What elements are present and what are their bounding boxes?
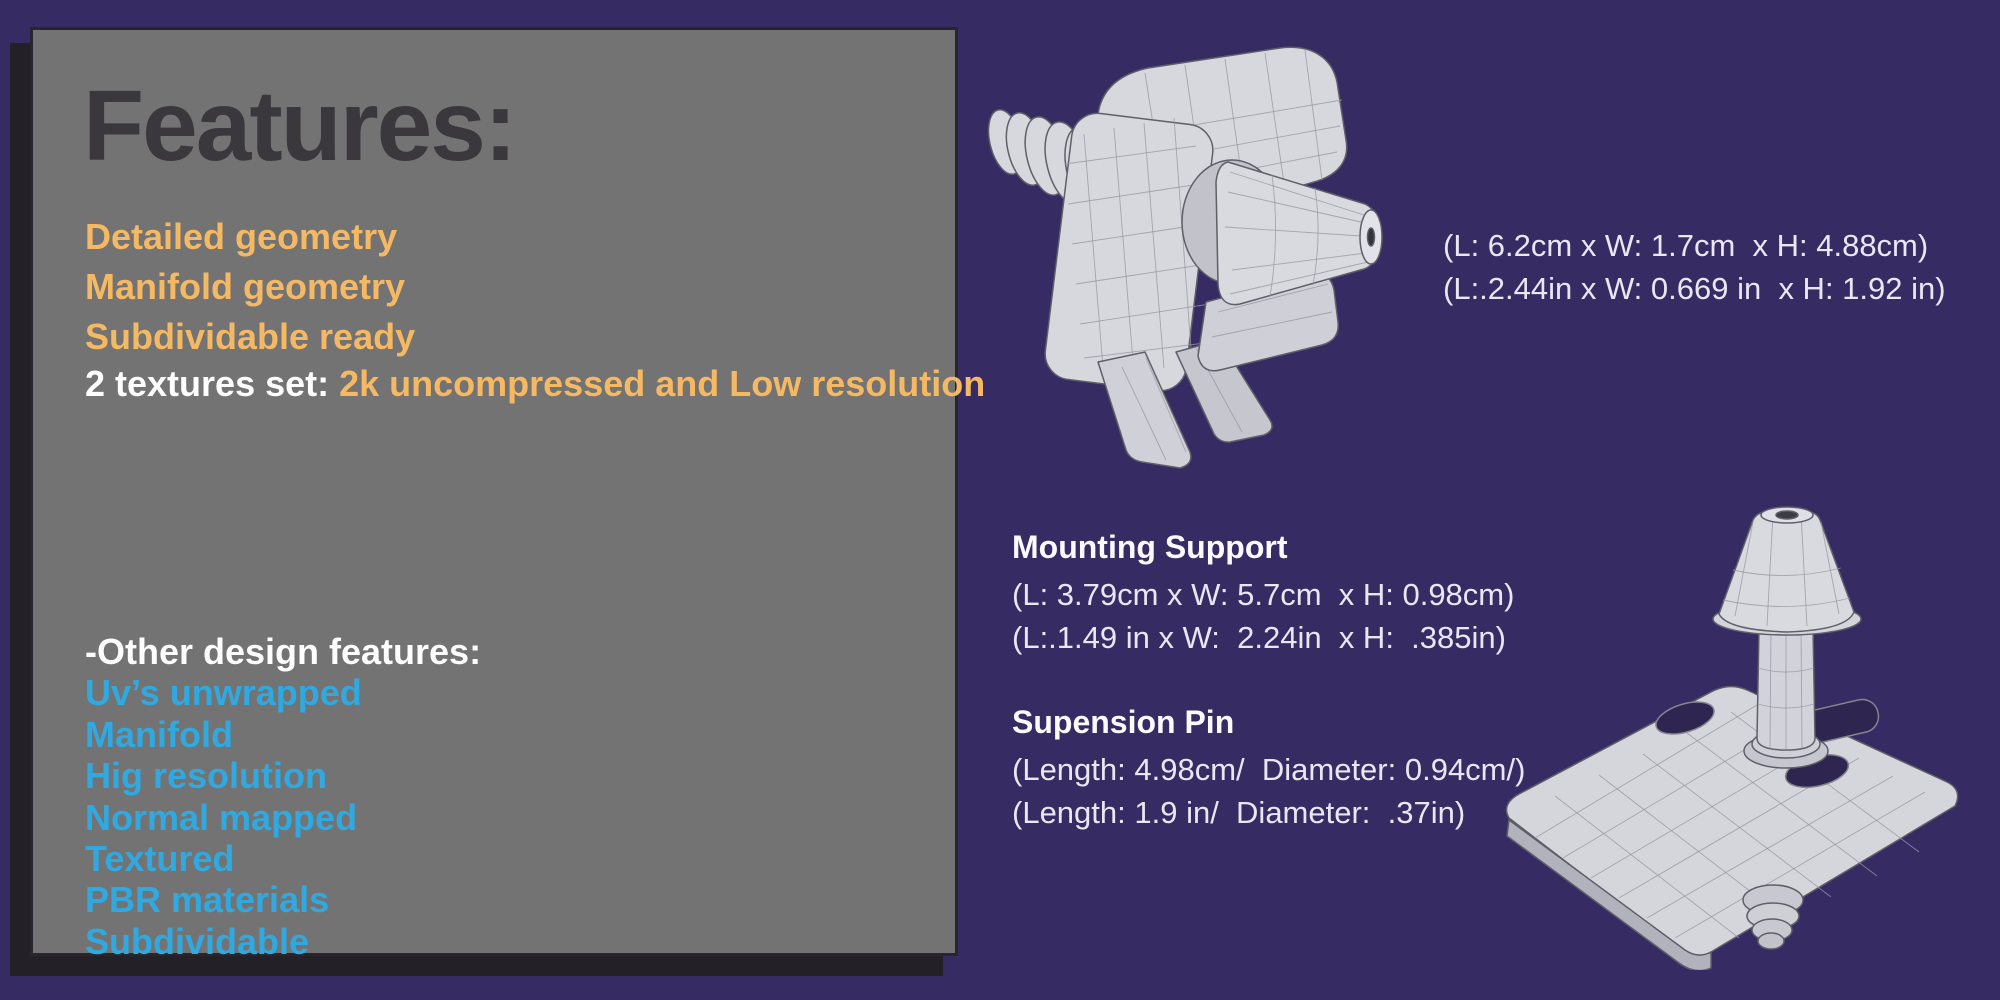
list-item: PBR materials <box>85 879 330 921</box>
pin-bottom-nub <box>1743 885 1803 949</box>
mounting-support-label <box>1012 529 1514 659</box>
pin-dims-in: (Length: 1.9 in/ Diameter: .37in) <box>1012 794 1466 830</box>
features-panel <box>30 27 986 962</box>
clamp-cone <box>1216 162 1379 305</box>
list-item: Manifold <box>85 713 233 755</box>
list-item: Detailed geometry <box>85 216 398 257</box>
plate-top <box>1507 686 1958 955</box>
list-item: Subdividable ready <box>85 316 416 357</box>
feature-list-other <box>85 672 481 962</box>
textures-line <box>85 359 985 409</box>
list-item: Textured <box>85 838 235 880</box>
list-item: Normal mapped <box>85 796 358 838</box>
list-item: Uv’s unwrapped <box>85 672 362 714</box>
feature-list-geometry <box>85 212 415 362</box>
textures-line-prefix: 2 textures set: <box>85 363 340 404</box>
mounting-support-dims <box>1012 574 1514 659</box>
pin-head <box>1719 512 1854 632</box>
mounting-support-title: Mounting Support <box>1012 529 1288 565</box>
list-item: Subdividable <box>85 920 310 962</box>
list-item: Hig resolution <box>85 755 327 797</box>
other-design-features-block <box>85 631 481 962</box>
clamp-cone-tip-hole <box>1368 228 1375 246</box>
suspension-pin-label <box>1012 704 1525 834</box>
clamp-dimensions <box>1443 225 1946 310</box>
textures-line-highlight: 2k uncompressed and Low resolution <box>339 363 986 404</box>
clamp-model-render <box>980 22 1400 472</box>
suspension-pin-model-render <box>1495 500 1985 970</box>
other-features-heading: -Other design features: <box>85 631 482 672</box>
pin-dims-cm: (Length: 4.98cm/ Diameter: 0.94cm/) <box>1012 752 1526 787</box>
page-title: Features: <box>83 70 516 182</box>
suspension-pin-dims <box>1012 749 1525 834</box>
suspension-pin-title: Supension Pin <box>1012 704 1235 740</box>
mounting-dims-cm: (L: 3.79cm x W: 5.7cm x H: 0.98cm) <box>1012 577 1515 612</box>
clamp-dims-cm: (L: 6.2cm x W: 1.7cm x H: 4.88cm) <box>1443 228 1929 263</box>
list-item: Manifold geometry <box>85 266 406 307</box>
clamp-dims-in: (L:.2.44in x W: 0.669 in x H: 1.92 in) <box>1443 270 1946 306</box>
mounting-dims-in: (L:.1.49 in x W: 2.24in x H: .385in) <box>1012 619 1506 655</box>
pin-head-top-hole <box>1776 511 1798 519</box>
